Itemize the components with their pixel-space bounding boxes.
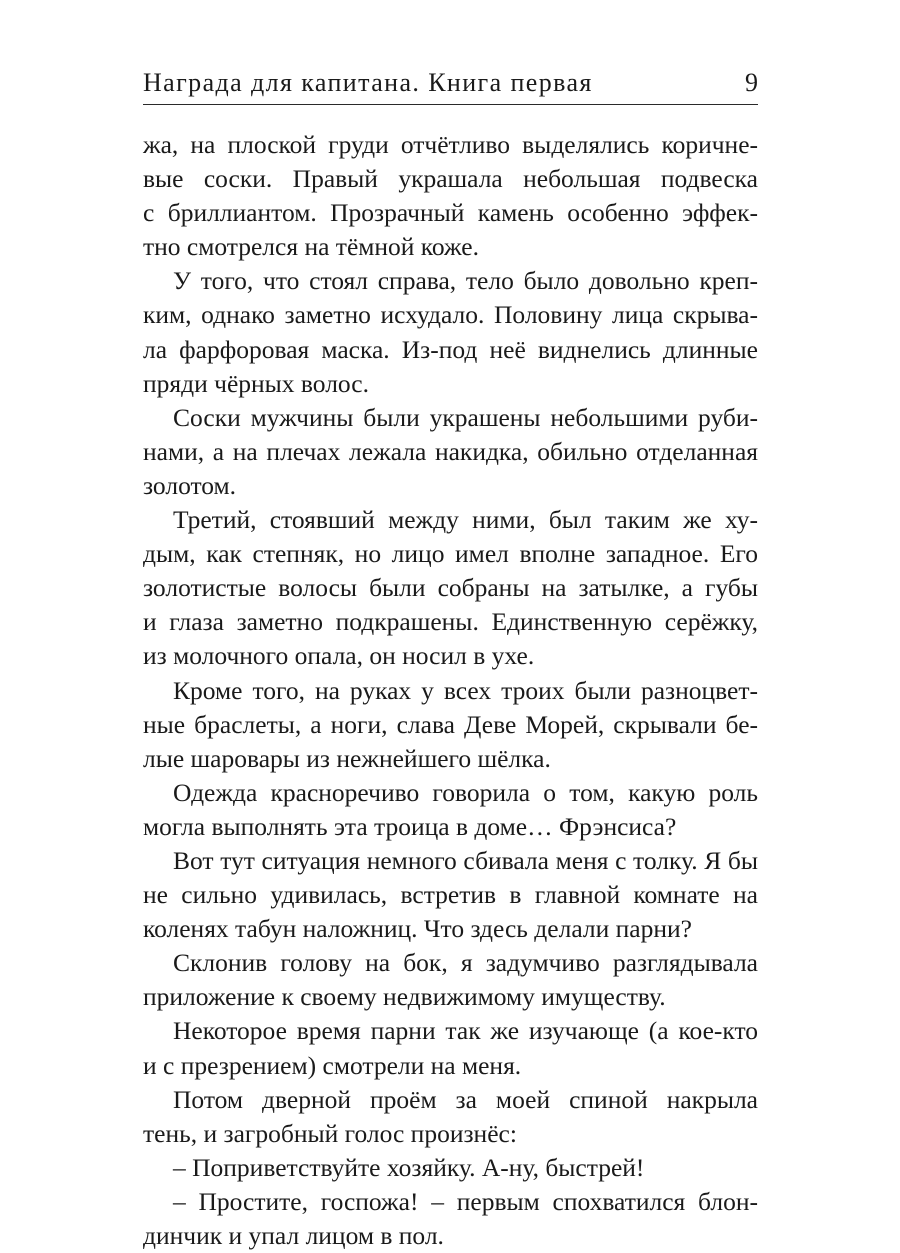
text-line: коленях табун наложниц. Что здесь делали парни? bbox=[143, 914, 692, 944]
text-line: Вот тут ситуация немного сбивала меня с толку. Я бы bbox=[173, 845, 758, 875]
text-line: динчик и упал лицом в пол. bbox=[143, 1221, 444, 1250]
text-line: и глаза заметно подкрашены. Единственную серёжку, bbox=[143, 607, 758, 637]
text-line: жа, на плоской груди отчётливо выделялись коричне- bbox=[143, 130, 758, 159]
text-line: приложение к своему недвижимому имуществу. bbox=[143, 982, 666, 1012]
text-line: тно смотрелся на тёмной коже. bbox=[143, 232, 479, 262]
text-line: Одежда красноречиво говорила о том, какую роль bbox=[173, 777, 758, 807]
text-line: Соски мужчины были украшены небольшими руби- bbox=[173, 402, 758, 432]
body-text bbox=[143, 128, 758, 1253]
text-line: лые шаровары из нежнейшего шёлка. bbox=[143, 743, 551, 773]
running-header bbox=[143, 64, 758, 105]
running-title: Награда для капитана. Книга первая bbox=[143, 68, 593, 97]
text-line: золотом. bbox=[143, 470, 237, 500]
text-line: – Простите, госпожа! – первым спохватился блон- bbox=[173, 1186, 758, 1216]
text-line: Некоторое время парни так же изучающе (а кое-кто bbox=[173, 1016, 758, 1046]
text-line: из молочного опала, он носил в ухе. bbox=[143, 641, 535, 671]
text-line: не сильно удивилась, встретив в главной комнате на bbox=[143, 880, 758, 910]
text-line: и с презрением) смотрели на меня. bbox=[143, 1050, 522, 1080]
text-line: дым, как степняк, но лицо имел вполне западное. Его bbox=[143, 539, 758, 569]
text-line: – Поприветствуйте хозяйку. А-ну, быстрей! bbox=[173, 1152, 645, 1182]
text-line: вые соски. Правый украшала небольшая подвеска bbox=[143, 164, 758, 194]
text-line: могла выполнять эта троица в доме… Фрэнсиса? bbox=[143, 811, 677, 841]
text-line: ла фарфоровая маска. Из-под неё виднелись длинные bbox=[143, 334, 758, 364]
text-line: Потом дверной проём за моей спиной накрыла bbox=[173, 1084, 758, 1114]
text-line: золотистые волосы были собраны на затылке, а губы bbox=[143, 573, 758, 603]
text-line: У того, что стоял справа, тело было довольно креп- bbox=[173, 266, 758, 296]
text-line: с бриллиантом. Прозрачный камень особенно эффек- bbox=[143, 198, 758, 228]
text-line: Склонив голову на бок, я задумчиво разглядывала bbox=[173, 948, 758, 978]
text-line: ким, однако заметно исхудало. Половину лица скрыва- bbox=[143, 300, 758, 330]
text-line: нами, а на плечах лежала накидка, обильно отделанная bbox=[143, 436, 758, 466]
text-line: Третий, стоявший между ними, был таким же ху- bbox=[173, 505, 758, 535]
text-line: тень, и загробный голос произнёс: bbox=[143, 1118, 517, 1148]
page-number: 9 bbox=[745, 68, 758, 97]
text-line: Кроме того, на руках у всех троих были разноцвет- bbox=[173, 675, 758, 705]
text-line: пряди чёрных волос. bbox=[143, 368, 370, 398]
text-line: ные браслеты, а ноги, слава Деве Морей, скрывали бе- bbox=[143, 709, 758, 739]
